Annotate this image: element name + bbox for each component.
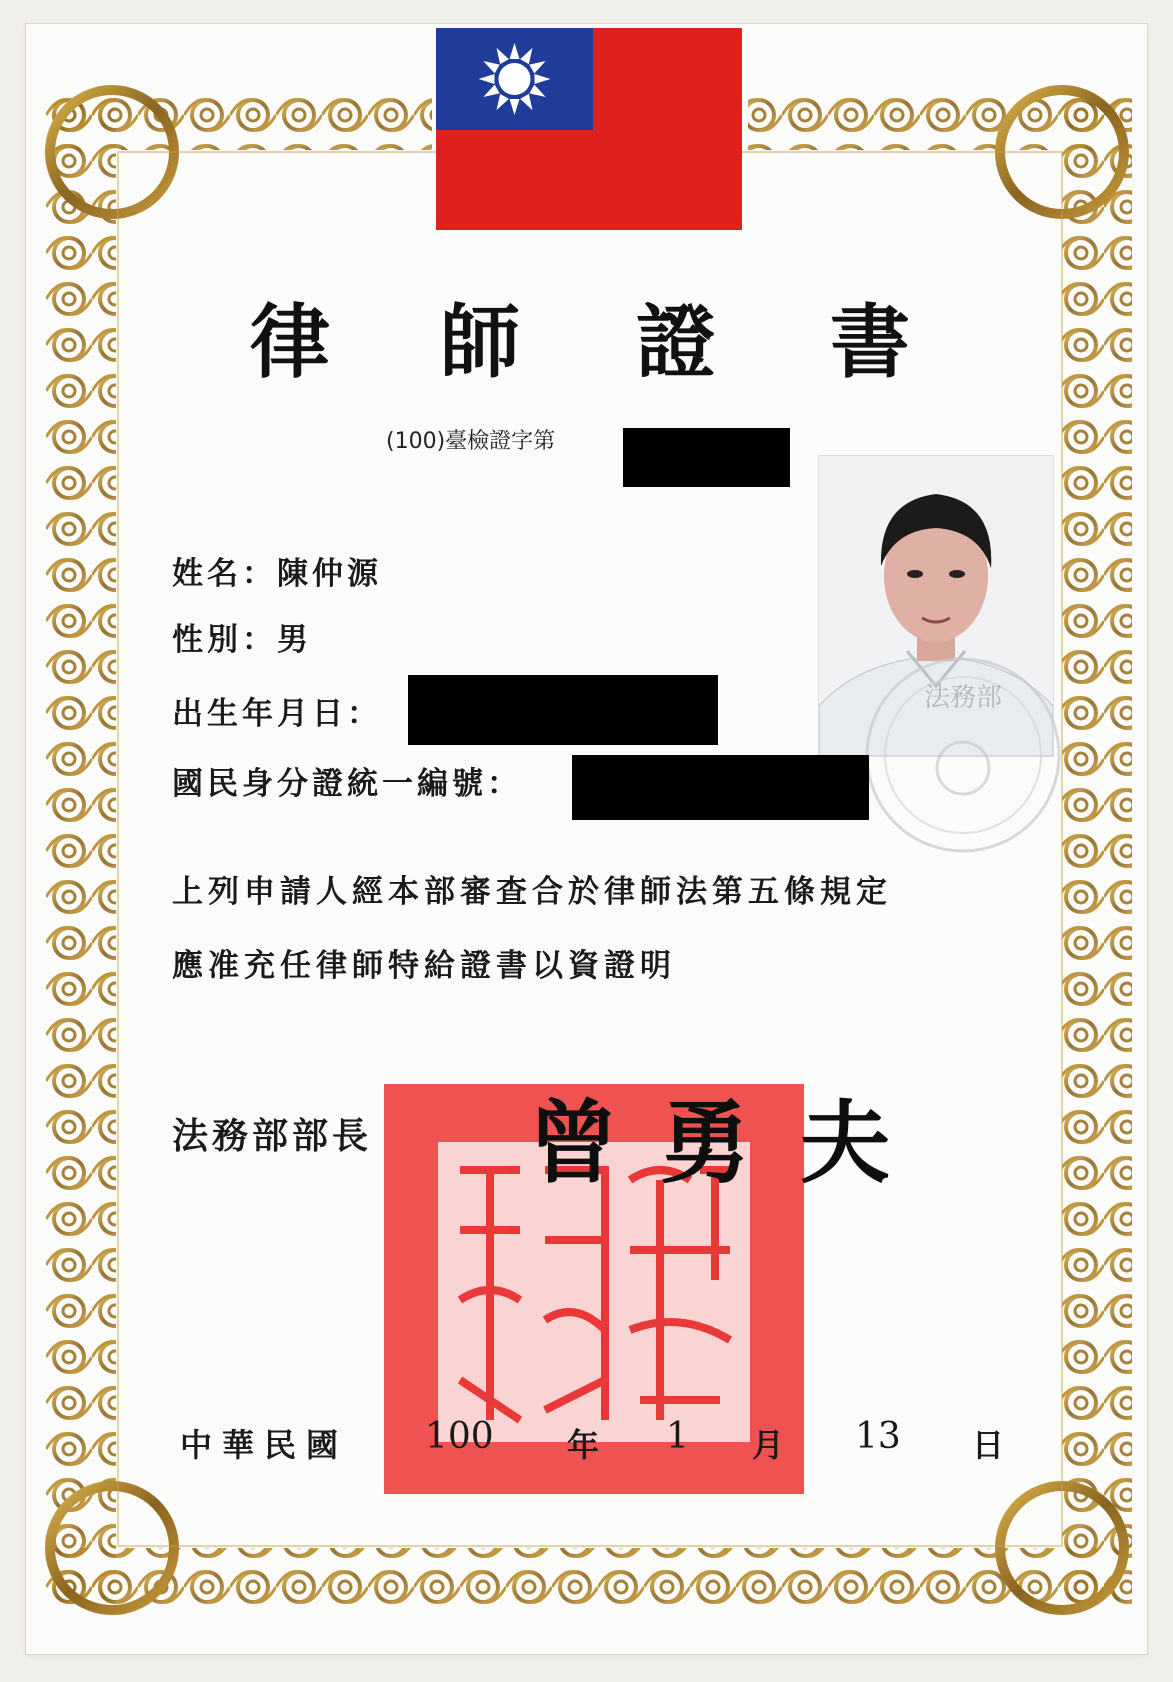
date-day-unit: 日 [972, 1426, 1005, 1464]
redacted-certificate-number [623, 428, 790, 487]
embossed-stamp-text: 法務部 [923, 683, 1003, 713]
national-flag [436, 28, 742, 230]
white-sun-icon [436, 28, 593, 130]
minister-name-char: 勇 [660, 1090, 750, 1196]
minister-name-char: 曾 [528, 1090, 618, 1196]
minister-name-char: 夫 [800, 1090, 890, 1196]
name-label: 姓名： [172, 556, 277, 592]
embossed-stamp [858, 650, 1068, 860]
date-day: 13 [855, 1416, 901, 1457]
title-char: 書 [830, 295, 910, 389]
certificate-number: (100)臺檢證字第 [386, 429, 556, 454]
id-number-label: 國民身分證統一編號： [172, 766, 522, 802]
title-char: 師 [440, 295, 520, 389]
body-line-1: 上列申請人經本部審查合於律師法第五條規定 [172, 874, 892, 910]
date-year: 100 [425, 1416, 494, 1457]
minister-label: 法務部部長 [172, 1116, 373, 1157]
name-field [172, 548, 382, 593]
date-month-unit: 月 [752, 1426, 785, 1464]
date-month: 1 [666, 1416, 689, 1457]
name-value: 陳仲源 [277, 556, 382, 592]
certificate-title [190, 278, 980, 389]
gender-value: 男 [277, 622, 312, 658]
flag-canton [436, 28, 593, 130]
title-char: 律 [250, 295, 330, 389]
title-char: 證 [636, 295, 716, 389]
birth-date-field [172, 688, 382, 733]
id-number-field [172, 758, 522, 803]
redacted-birth-date [408, 675, 718, 745]
date-year-unit: 年 [567, 1426, 600, 1464]
birth-date-label: 出生年月日： [172, 696, 382, 732]
gender-label: 性別： [172, 622, 277, 658]
gender-field [172, 614, 312, 659]
body-line-2: 應准充任律師特給證書以資證明 [172, 948, 676, 984]
date-era: 中華民國 [180, 1426, 349, 1464]
redacted-id-number [572, 755, 869, 820]
